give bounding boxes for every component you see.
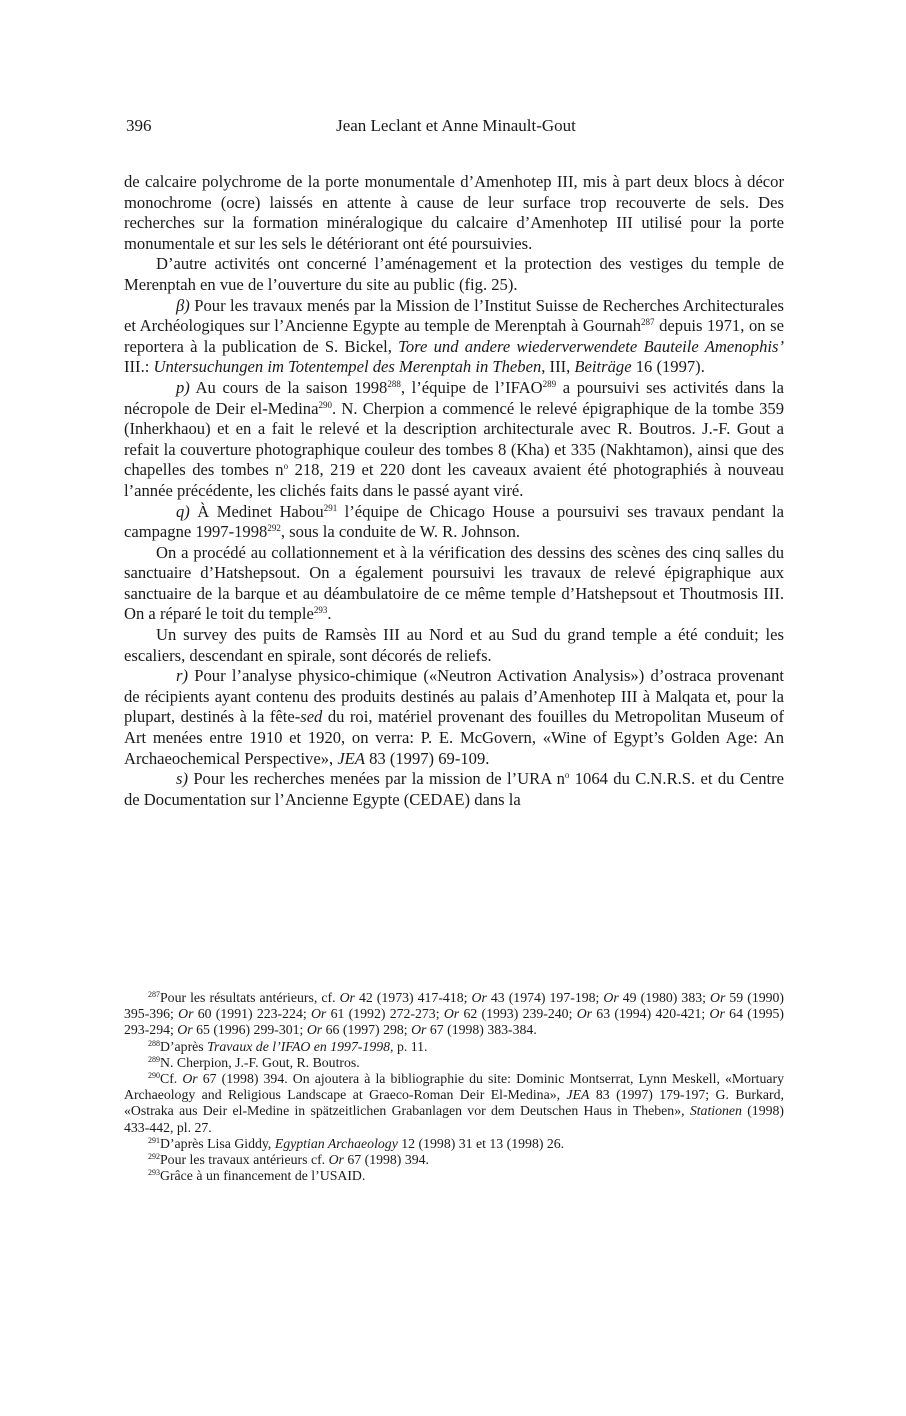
footnote: $^{291}$D’après Lisa Giddy, Egyptian Archaeology 12 (1998) 31 et 13 (1998) 26.: [148, 1135, 565, 1151]
footnote-ref: 288: [387, 378, 401, 389]
footnote-ref: 287: [641, 317, 655, 328]
section-marker: q): [176, 501, 190, 521]
footnotes: [124, 990, 784, 1184]
footnote: $^{288}$D’après Travaux de l’IFAO en 1997-1998, p. 11.: [148, 1038, 428, 1054]
book-title: Tore und andere wiederverwendete Bauteile Amenophis’: [398, 336, 784, 356]
footnote-ref: 293: [313, 605, 328, 616]
paragraph: s) Pour les recherches menées par la mission de l’URA $n^o$ 1064 du C.N.R.S. et du Centre de Documentation sur l’Ancienne Egypte (CEDAE) dans la: [124, 769, 784, 809]
paragraph: r) Pour l’analyse physico-chimique («Neutron Activation Analysis») d’ostraca provenant de récipients ayant contenu des produits destinés au palais d’Amenhotep III à Malqata et, pour la plupart, destinés à la fête-sed du roi, matériel provenant des fouilles du Metropolitan Museum of Art menées entre 1910 et 1920, on verra: P. E. McGovern, «Wine of Egypt’s Golden Age: An Archaeochemical Perspective», JEA 83 (1997) 69-109.: [124, 666, 784, 768]
page-number: 396: [126, 116, 152, 135]
page-header: [126, 116, 786, 140]
series-title: Beiträge: [574, 357, 632, 377]
footnote-ref: 290: [318, 399, 332, 410]
paragraph: β) Pour les travaux menés par la Mission de l’Institut Suisse de Recherches Architecturales et Archéologiques sur l’Ancienne Egypte au temple de Merenptah à Gournah$^{287}$ depuis 1971, on se reportera à la publication de S. Bickel, Tore und andere wiederverwendete Bauteile Amenophis’ III.: Untersuchungen im Totentempel des Merenptah in Theben, III, Beiträge 16 (1997).: [124, 295, 785, 377]
footnote: $^{290}$Cf. Or 67 (1998) 394. On ajoutera à la bibliographie du site: Dominic Montserrat, Lynn Meskell, «Mortuary Archaeology and Religious Landscape at Graeco-Roman Deir El-Medina», JEA 83 (1997) 179-197; G. Burkard, «Ostraka aus Deir el-Medine in spätzeitlichen Grabanlagen vor dem Deutschen Haus in Theben», Stationen (1998) 433-442, pl. 27.: [124, 1071, 784, 1135]
paragraph: On a procédé au collationnement et à la vérification des dessins des scènes des cinq salles du sanctuaire d’Hatshepsout. On a également poursuivi les travaux de relevé épigraphique aux sanctuaire de la barque et au déambulatoire de ce même temple d’Hatshepsout et Thoutmosis III. On a réparé le toit du temple$^{293}$.: [124, 542, 784, 624]
section-marker: p): [176, 377, 190, 397]
main-text: [124, 172, 784, 810]
running-title: Jean Leclant et Anne Minault-Gout: [336, 116, 576, 135]
paragraph: de calcaire polychrome de la porte monumentale d’Amenhotep III, mis à part deux blocs à décor monochrome (ocre) laissés en attente à cause de leur surface trop recouverte de sels. Des recherches sur la formation minéralogique du calcaire d’Amenhotep III utilisé pour la porte monumentale et sur les sels le détériorant ont été poursuivies.: [124, 172, 784, 253]
paragraph: Un survey des puits de Ramsès III au Nord et au Sud du grand temple a été conduit; les escaliers, descendant en spirale, sont décorés de reliefs.: [124, 625, 784, 665]
journal-abbrev: JEA: [337, 748, 365, 768]
book-title: Untersuchungen im Totentempel des Merenptah in Theben: [153, 357, 542, 377]
footnote-ref: 289: [542, 378, 557, 389]
paragraph: D’autre activités ont concerné l’aménagement et la protection des vestiges du temple de Merenptah en vue de l’ouverture du site au public (fig. 25).: [124, 254, 784, 294]
footnote: $^{293}$Grâce à un financement de l’USAID.: [148, 1168, 366, 1184]
section-marker: s): [176, 769, 188, 789]
section-marker: β): [176, 295, 190, 315]
section-marker: r): [176, 666, 188, 686]
footnote: $^{292}$Pour les travaux antérieurs cf. Or 67 (1998) 394.: [148, 1152, 429, 1168]
footnote-ref: 292: [267, 523, 281, 534]
footnote-ref: 291: [323, 502, 338, 513]
paragraph: q) À Medinet Habou$^{291}$ l’équipe de Chicago House a poursuivi ses travaux pendant la campagne 1997-1998$^{292}$, sous la conduite de W. R. Johnson.: [124, 501, 785, 542]
footnote: $^{289}$N. Cherpion, J.-F. Gout, R. Boutros.: [148, 1054, 360, 1070]
footnote: $^{287}$Pour les résultats antérieurs, cf. Or 42 (1973) 417-418; Or 43 (1974) 197-198; Or 49 (1980) 383; Or 59 (1990) 395-396; Or 60 (1991) 223-224; Or 61 (1992) 272-273; Or 62 (1993) 239-240; Or 63 (1994) 420-421; Or 64 (1995) 293-294; Or 65 (1996) 299-301; Or 66 (1997) 298; Or 67 (1998) 383-384.: [124, 990, 785, 1038]
paragraph: p) Au cours de la saison 1998$^{288}$, l’équipe de l’IFAO$^{289}$ a poursuivi ses activités dans la nécropole de Deir el-Medina$^{290}$. N. Cherpion a commencé le relevé épigraphique de la tombe 359 (Inherkhaou) et en a fait le relevé et la description architecturale avec R. Boutros. J.-F. Gout a refait la couverture photographique couleur des tombes 8 (Kha) et 335 (Nakhtamon), ainsi que des chapelles des tombes $n^o$ 218, 219 et 220 dont les caveaux avaient été photographiés à nouveau l’année précédente, les clichés faits dans le passé ayant viré.: [124, 377, 784, 500]
